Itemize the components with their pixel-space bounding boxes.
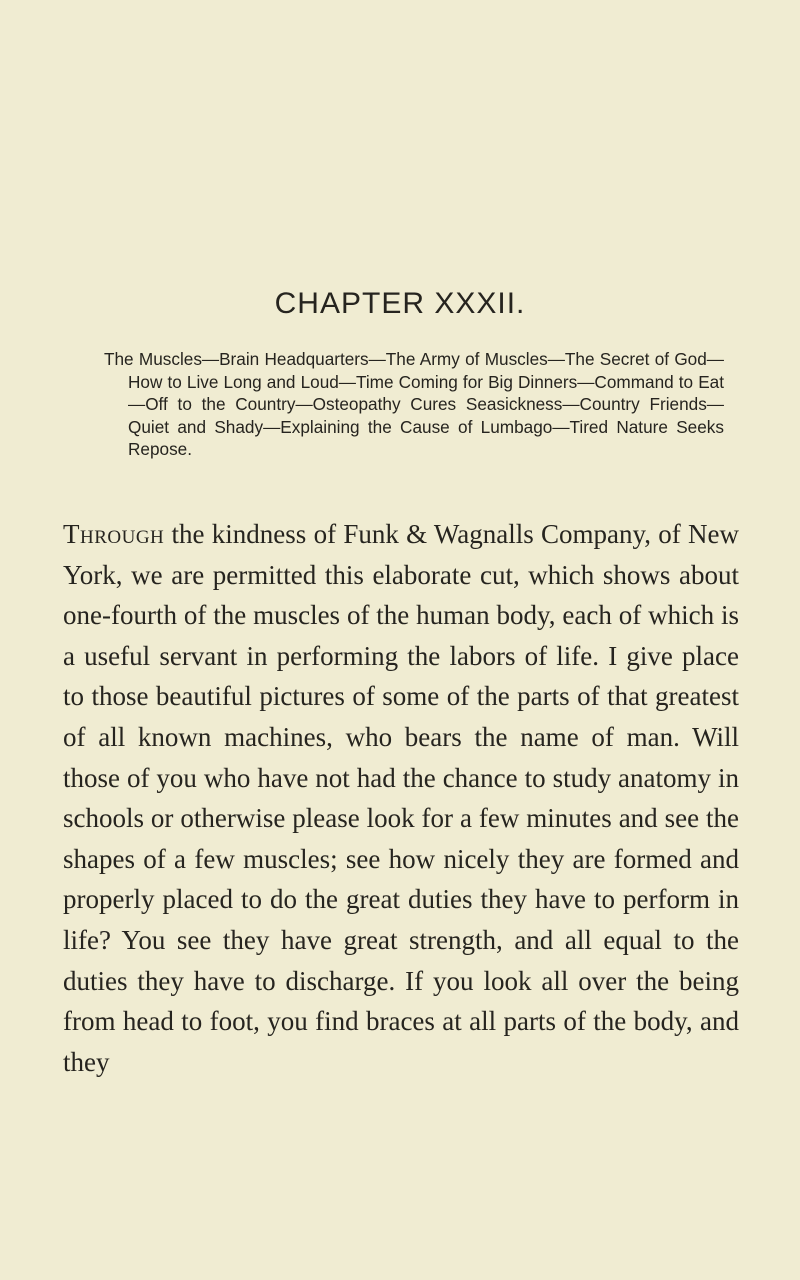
- body-paragraph-text: the kindness of Funk & Wagnalls Company, of New York, we are permitted this elaborate cut, which shows about one-fourth of the muscles of the human body, each of which is a useful servant in performing the labors of life. I give place to those beautiful pictures of some of the parts of that greatest of all known machines, who bears the name of man. Will those of you who have not had the chance to study anatomy in schools or otherwise please look for a few minutes and see the shapes of a few muscles; see how nicely they are formed and properly placed to do the great duties they have to perform in life? You see they have great strength, and all equal to the duties they have to discharge. If you look all over the being from head to foot, you find braces at all parts of the body, and they: [63, 519, 739, 1077]
- lead-word: Through: [63, 519, 165, 549]
- chapter-synopsis: The Muscles—Brain Headquarters—The Army of Muscles—The Secret of God—How to Live Long and Loud—Time Coming for Big Dinners—Command to Eat—Off to the Country—Osteopathy Cures Seasickness—Country Friends—Quiet and Shady—Explaining the Cause of Lumbago—Tired Nature Seeks Repose.: [104, 349, 724, 460]
- chapter-heading: CHAPTER XXXII.: [274, 287, 526, 320]
- body-paragraph: [63, 514, 739, 1082]
